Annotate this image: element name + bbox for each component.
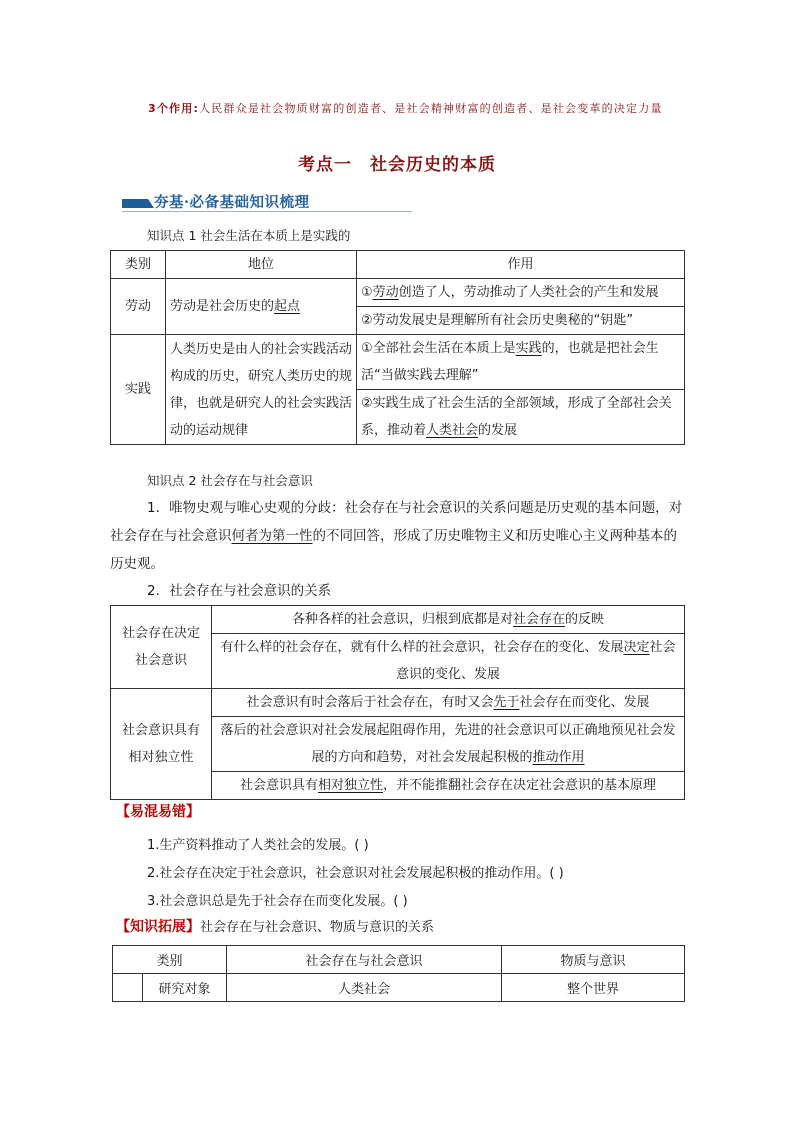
table-cell: 社会意识有时会落后于社会存在，有时又会先于社会存在而变化、发展 bbox=[212, 689, 685, 717]
table-cell bbox=[113, 974, 143, 1002]
paragraph-1: 1．唯物史观与唯心史观的分歧：社会存在与社会意识的关系问题是历史观的基本问题，对社会存在与社会意识何者为第一性的不同回答，形成了历史唯物主义和历史唯心主义两种基本的历史观。 bbox=[110, 500, 683, 572]
table-cell-status: 人类历史是由人的社会实践活动构成的历史，研究人类历史的规律，也就是研究人的社会实践活动的运动规律 bbox=[166, 335, 357, 445]
banner-underline bbox=[122, 211, 412, 212]
table-cell-category: 劳动 bbox=[111, 279, 166, 335]
section-title bbox=[0, 150, 794, 175]
table-row bbox=[111, 689, 685, 717]
table-header: 社会存在与社会意识 bbox=[227, 946, 502, 974]
question-3: 3.社会意识总是先于社会存在而变化发展。( ) bbox=[147, 894, 408, 909]
intro-label: 3个作用: bbox=[148, 102, 200, 115]
intro-text: 人民群众是社会物质财富的创造者、是社会精神财富的创造者、是社会变革的决定力量 bbox=[199, 102, 663, 115]
table-cell-role: ②劳动发展史是理解所有社会历史奥秘的“钥匙” bbox=[357, 307, 685, 335]
table-cell-category: 实践 bbox=[111, 335, 166, 445]
table-header: 类别 bbox=[113, 946, 227, 974]
question-2: 2.社会存在决定于社会意识，社会意识对社会发展起积极的推动作用。( ) bbox=[147, 866, 564, 881]
table-group-label: 社会存在决定社会意识 bbox=[111, 606, 212, 689]
practice-table bbox=[110, 250, 685, 445]
table-header: 物质与意识 bbox=[502, 946, 685, 974]
table-group-label: 社会意识具有相对独立性 bbox=[111, 689, 212, 800]
extension-label: 【知识拓展】 bbox=[116, 919, 200, 935]
table-cell: 整个世界 bbox=[502, 974, 685, 1002]
table-cell: 有什么样的社会存在，就有什么样的社会意识，社会存在的变化、发展决定社会意识的变化、发展 bbox=[212, 634, 685, 689]
intro-paragraph bbox=[110, 97, 690, 121]
table-cell-role: ①劳动创造了人，劳动推动了人类社会的产生和发展 bbox=[357, 279, 685, 307]
table-cell-status: 劳动是社会历史的起点 bbox=[166, 279, 357, 335]
table-cell-role: ②实践生成了社会生活的全部领域，形成了全部社会关系，推动着人类社会的发展 bbox=[357, 390, 685, 445]
extension-text: 社会存在与社会意识、物质与意识的关系 bbox=[200, 920, 435, 935]
table-header: 地位 bbox=[166, 251, 357, 279]
banner-text: 夯基·必备基础知识梳理 bbox=[154, 194, 310, 211]
table-row bbox=[111, 606, 685, 634]
comparison-table bbox=[112, 945, 685, 1002]
table-row bbox=[111, 335, 685, 390]
table-cell-role: ①全部社会生活在本质上是实践的，也就是把社会生活“当做实践去理解” bbox=[357, 335, 685, 390]
table-cell: 人类社会 bbox=[227, 974, 502, 1002]
banner-bar-icon bbox=[122, 199, 148, 208]
table-cell: 落后的社会意识对社会发展起阻碍作用，先进的社会意识可以正确地预见社会发展的方向和趋势，对社会发展起积极的推动作用 bbox=[212, 717, 685, 772]
question-1: 1.生产资料推动了人类社会的发展。( ) bbox=[147, 838, 369, 853]
section-title-prefix: 考点一 bbox=[298, 155, 352, 175]
errors-heading: 【易混易错】 bbox=[116, 804, 200, 820]
extension-heading bbox=[116, 916, 434, 936]
table-row bbox=[111, 279, 685, 307]
table-row bbox=[113, 974, 685, 1002]
table-header: 类别 bbox=[111, 251, 166, 279]
paragraph-2: 2．社会存在与社会意识的关系 bbox=[147, 583, 332, 599]
table-row bbox=[113, 946, 685, 974]
relation-table bbox=[110, 605, 685, 800]
table-cell: 研究对象 bbox=[143, 974, 227, 1002]
section-title-name: 社会历史的本质 bbox=[370, 155, 496, 175]
knowledge-point-2: 知识点 2 社会存在与社会意识 bbox=[147, 473, 313, 488]
table-cell: 各种各样的社会意识，归根到底都是对社会存在的反映 bbox=[212, 606, 685, 634]
knowledge-point-1: 知识点 1 社会生活在本质上是实践的 bbox=[147, 228, 351, 243]
section-banner bbox=[122, 191, 412, 213]
table-cell: 社会意识具有相对独立性，并不能推翻社会存在决定社会意识的基本原理 bbox=[212, 772, 685, 800]
table-header: 作用 bbox=[357, 251, 685, 279]
